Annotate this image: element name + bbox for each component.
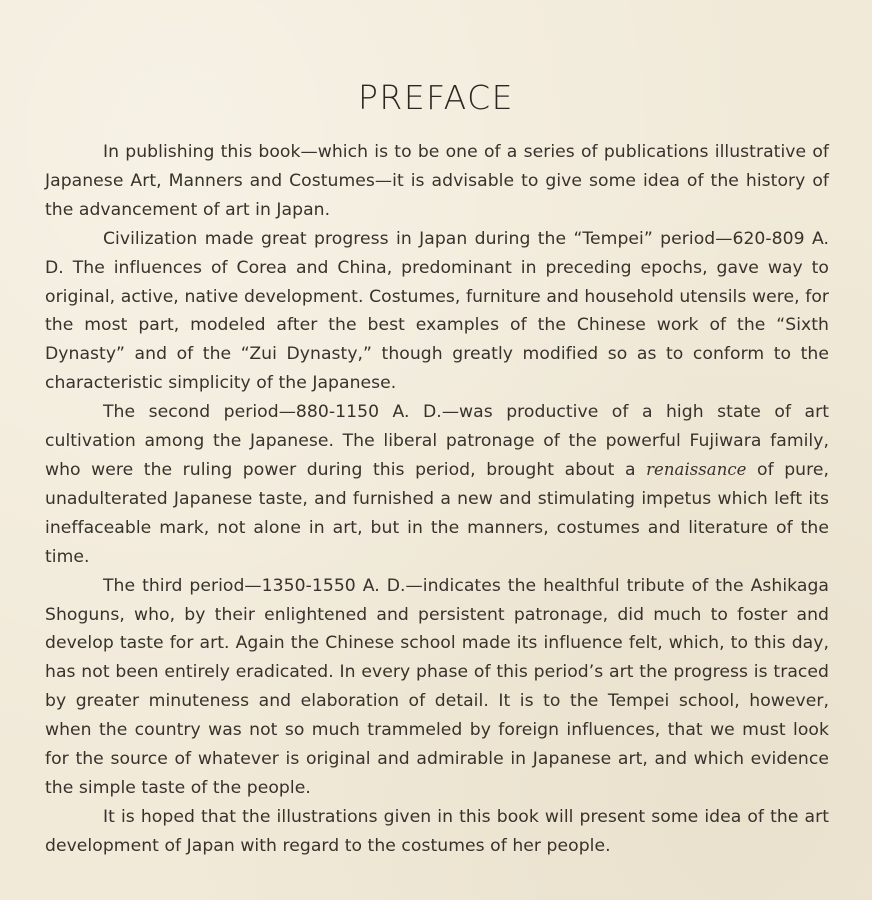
paragraph-3-after: of pure, unadulterated Japanese taste, and furnished a new and stimulating impetus which left its ineffaceable mark, not alone in art, but in the manners, costumes and literature of the time.	[45, 459, 829, 567]
paragraph-3	[45, 398, 829, 571]
renaissance-italic: renaissance	[646, 459, 747, 479]
paragraph-1: In publishing this book—which is to be one of a series of publications illustrative of Japanese Art, Manners and Costumes—it is advisable to give some idea of the history of the advancement of art in Japan.	[45, 142, 829, 220]
paragraph-2: Civilization made great progress in Japan during the “Tempei” period—620-809 A. D. The influences of Corea and China, predominant in preceding epochs, gave way to original, active, native development. Costumes, furniture and household utensils were, for the most part, modeled after the best examples of the Chinese work of the “Sixth Dynasty” and of the “Zui Dynasty,” though greatly modified so as to conform to the characteristic simplicity of the Japanese.	[45, 228, 829, 394]
preface-body	[45, 138, 829, 861]
paragraph-5: It is hoped that the illustrations given in this book will present some idea of the art development of Japan with regard to the costumes of her people.	[45, 806, 829, 856]
paragraph-4: The third period—1350-1550 A. D.—indicates the healthful tribute of the Ashikaga Shoguns, who, by their enlightened and persistent patronage, did much to foster and develop taste for art. Again the Chinese school made its influence felt, which, to this day, has not been entirely eradicated. In every phase of this period’s art the progress is traced by greater minuteness and elaboration of detail. It is to the Tempei school, however, when the country was not so much trammeled by foreign influences, that we must look for the source of whatever is original and admirable in Japanese art, and which evidence the simple taste of the people.	[45, 575, 829, 798]
page-title: PREFACE	[357, 78, 515, 117]
paragraph-3-before: The second period—880-1150 A. D.—was productive of a high state of art cultivation among the Japanese. The liberal patronage of the powerful Fujiwara family, who were the ruling power during this period, brought about a	[45, 402, 829, 480]
